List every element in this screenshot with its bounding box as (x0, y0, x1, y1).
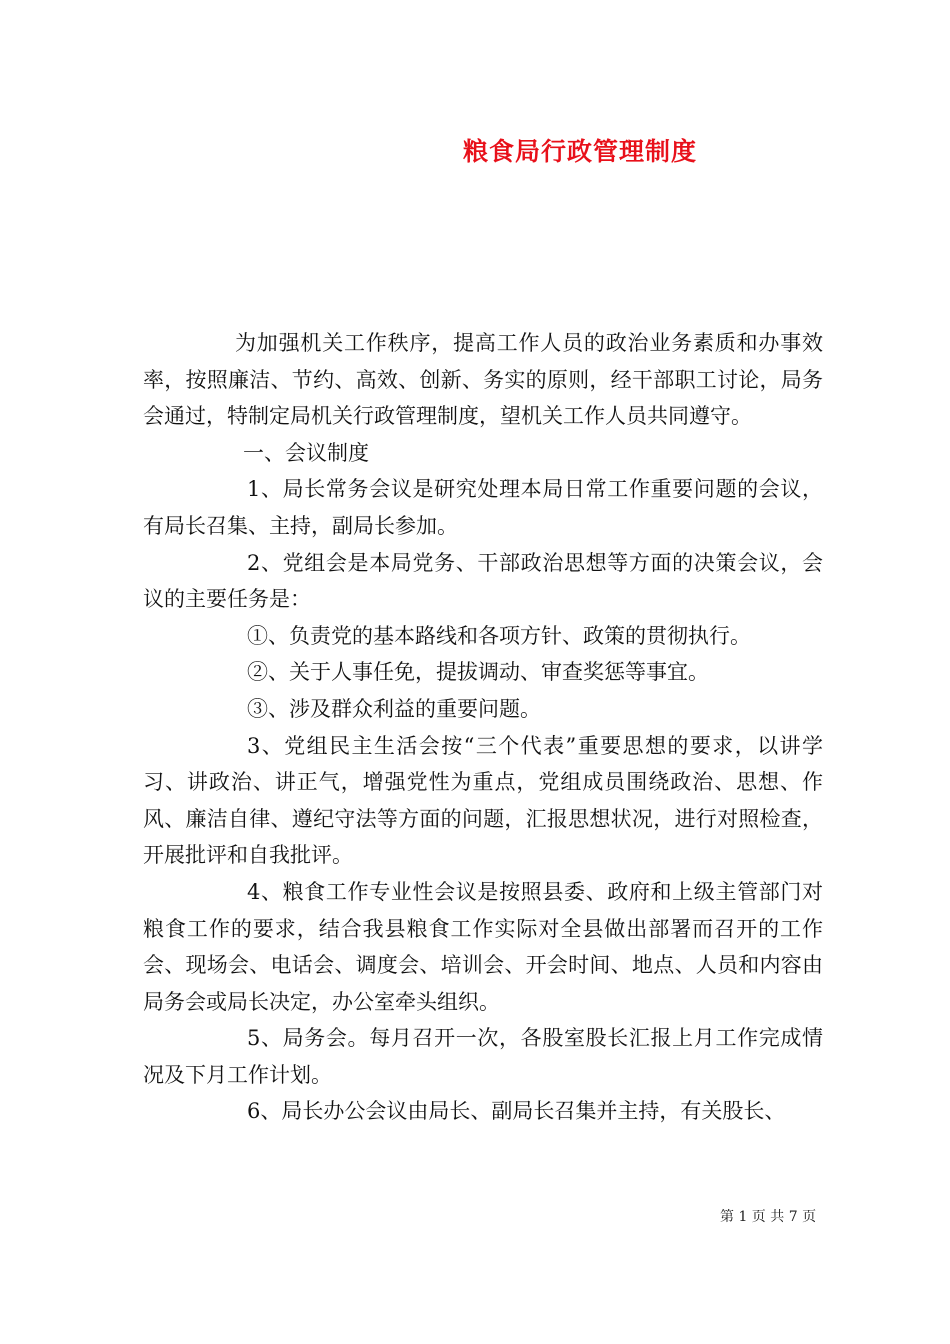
paragraph-subitem-1: ①、负责党的基本路线和各项方针、政策的贯彻执行。 (247, 623, 751, 648)
paragraph-subitem-2: ②、关于人事任免，提拔调动、审查奖惩等事宜。 (247, 660, 709, 685)
section-heading-meetings: 一、会议制度 (243, 440, 369, 465)
paragraph-item-6: 6、局长办公会议由局长、副局长召集并主持，有关股长、 (247, 1099, 786, 1124)
paragraph-item-2: 2、党组会是本局党务、干部政治思想等方面的决策会议，会议的主要任务是： (143, 550, 823, 612)
paragraph-intro: 为加强机关工作秩序，提高工作人员的政治业务素质和办事效率，按照廉洁、节约、高效、创新、务实的原则，经干部职工讨论，局务会通过，特制定局机关行政管理制度，望机关工作人员共同遵守。 (143, 331, 823, 429)
paragraph-item-1: 1、局长常务会议是研究处理本局日常工作重要问题的会议，有局长召集、主持，副局长参加。 (143, 477, 823, 538)
page-footer: 第 1 页 共 7 页 (720, 1209, 817, 1225)
paragraph-item-3: 3、党组民主生活会按“三个代表”重要思想的要求，以讲学习、讲政治、讲正气，增强党性为重点，党组成员围绕政治、思想、作风、廉洁自律、遵纪守法等方面的问题，汇报思想状况，进行对照检查，开展批评和自我批评。 (143, 733, 823, 868)
document-body (143, 325, 823, 1130)
paragraph-item-4: 4、粮食工作专业性会议是按照县委、政府和上级主管部门对粮食工作的要求，结合我县粮食工作实际对全县做出部署而召开的工作会、现场会、电话会、调度会、培训会、开会时间、地点、人员和内容由局务会或局长决定，办公室牵头组织。 (143, 879, 823, 1014)
paragraph-subitem-3: ③、涉及群众利益的重要问题。 (247, 696, 541, 721)
document-title: 粮食局行政管理制度 (462, 137, 697, 166)
paragraph-item-5: 5、局务会。每月召开一次，各股室股长汇报上月工作完成情况及下月工作计划。 (143, 1026, 823, 1087)
